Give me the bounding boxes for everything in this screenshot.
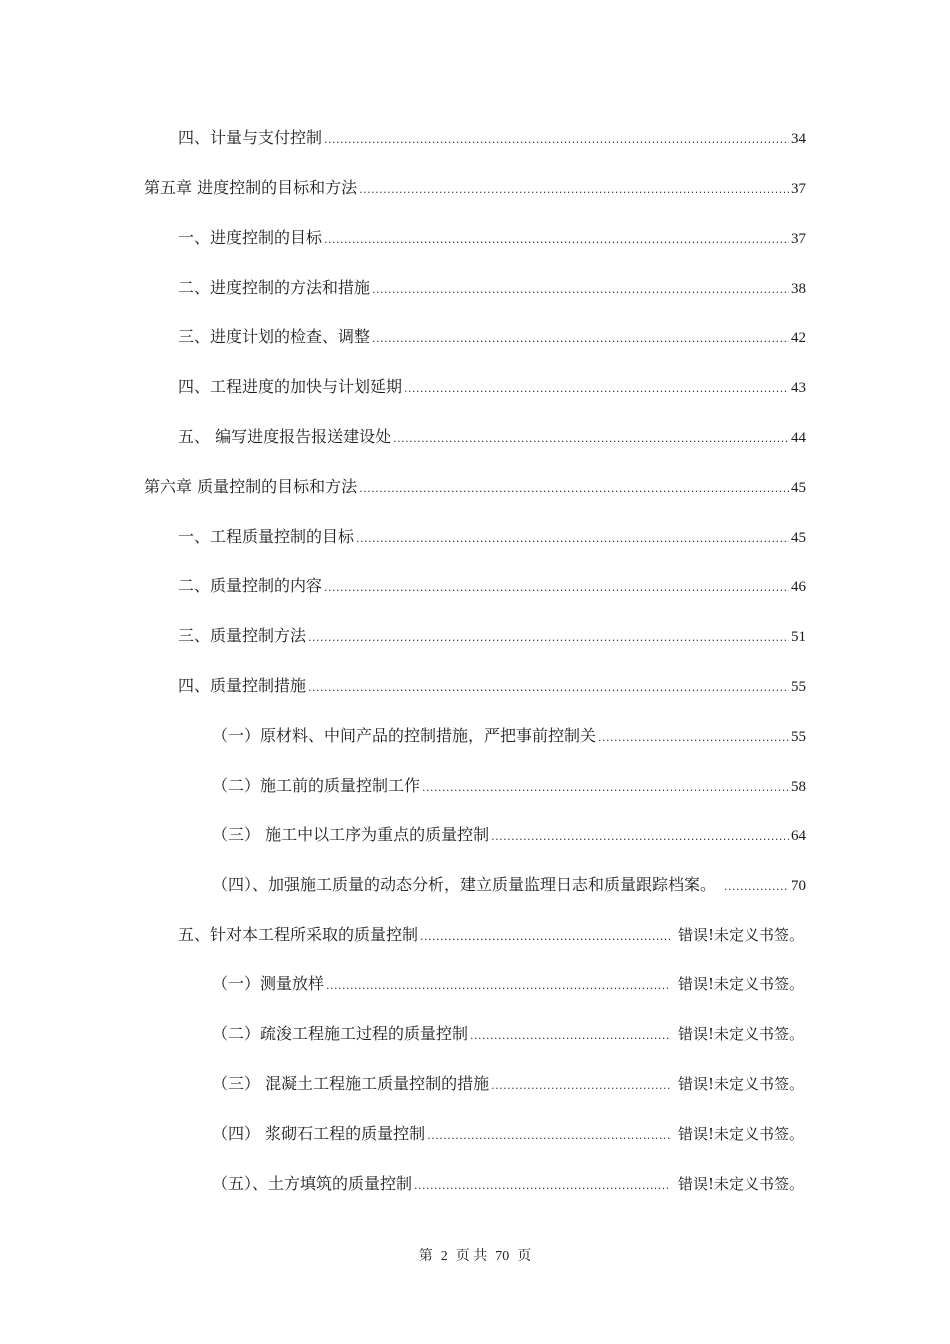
toc-leader — [359, 176, 789, 204]
toc-entry-label: （四）、加强施工质量的动态分析，建立质量监理日志和质量跟踪档案。 — [212, 875, 717, 894]
toc-entry[interactable] — [144, 174, 806, 202]
toc-entry-label: 一、进度控制的目标 — [178, 228, 323, 247]
footer-prefix: 第 — [418, 1249, 433, 1264]
toc-leader — [326, 972, 670, 1000]
toc-entry[interactable] — [212, 1070, 804, 1098]
toc-page-number: 37 — [791, 181, 806, 197]
toc-leader — [427, 1122, 670, 1150]
toc-entry-label: （四） 浆砌石工程的质量控制 — [212, 1124, 426, 1143]
toc-leader — [491, 823, 789, 851]
toc-entry-label: 第五章 进度控制的目标和方法 — [144, 178, 358, 197]
toc-entry-label: 四、计量与支付控制 — [178, 128, 323, 147]
toc-entry[interactable] — [178, 373, 806, 401]
toc-leader — [324, 126, 789, 154]
toc-entry[interactable] — [212, 1020, 804, 1048]
footer-suffix: 页 — [517, 1249, 532, 1264]
toc-entry[interactable] — [212, 772, 806, 800]
toc-entry-label: 四、质量控制措施 — [178, 676, 307, 695]
toc-entry[interactable] — [212, 1120, 804, 1148]
toc-entry-label: 二、质量控制的内容 — [178, 576, 323, 595]
toc-entry-label: （五）、土方填筑的质量控制 — [212, 1174, 413, 1193]
toc-leader — [372, 325, 789, 353]
toc-page-number: 44 — [791, 430, 806, 446]
toc-page-error: 错误!未定义书签。 — [677, 1075, 804, 1093]
toc-leader — [356, 525, 789, 553]
toc-entry-label: 四、工程进度的加快与计划延期 — [178, 377, 403, 396]
toc-entry[interactable] — [178, 622, 806, 650]
toc-page-number: 43 — [791, 380, 806, 396]
toc-page-number: 46 — [791, 579, 806, 595]
toc-entry[interactable] — [178, 572, 806, 600]
toc-leader — [420, 923, 670, 951]
footer-current-page: 2 — [440, 1249, 448, 1264]
toc-entry-label: （三） 施工中以工序为重点的质量控制 — [212, 825, 490, 844]
toc-entry[interactable] — [212, 871, 806, 899]
toc-entry[interactable] — [178, 672, 806, 700]
toc-leader — [414, 1172, 670, 1200]
toc-leader — [372, 276, 789, 304]
toc-page-number: 38 — [791, 281, 806, 297]
toc-page-number: 51 — [791, 629, 806, 645]
toc-entry[interactable] — [178, 523, 806, 551]
toc-entry-label: （一）测量放样 — [212, 974, 325, 993]
toc-entry-label: 五、针对本工程所采取的质量控制 — [178, 925, 419, 944]
toc-leader — [359, 475, 789, 503]
toc-entry[interactable] — [212, 970, 804, 998]
toc-entry-label: 三、质量控制方法 — [178, 626, 307, 645]
toc-page-error: 错误!未定义书签。 — [677, 1175, 804, 1193]
page-footer — [0, 1245, 950, 1265]
toc-entry-label: （二）施工前的质量控制工作 — [212, 776, 421, 795]
toc-entry[interactable] — [178, 274, 806, 302]
toc-leader — [470, 1022, 670, 1050]
toc-entry-label: 五、 编写进度报告报送建设处 — [178, 427, 392, 446]
toc-page-number: 42 — [791, 330, 806, 346]
toc-leader — [598, 724, 789, 752]
toc-entry-label: 二、进度控制的方法和措施 — [178, 278, 371, 297]
toc-page-number: 45 — [791, 480, 806, 496]
toc-page-number: 64 — [791, 828, 806, 844]
toc-leader — [724, 873, 789, 901]
toc-page-number: 58 — [791, 779, 806, 795]
toc-entry[interactable] — [212, 1170, 804, 1198]
toc-page-error: 错误!未定义书签。 — [677, 975, 804, 993]
toc-page-error: 错误!未定义书签。 — [677, 926, 804, 944]
toc-entry[interactable] — [178, 423, 806, 451]
footer-mid: 页 共 — [455, 1249, 488, 1264]
toc-page-error: 错误!未定义书签。 — [677, 1025, 804, 1043]
toc-leader — [491, 1072, 670, 1100]
toc-leader — [324, 226, 789, 254]
toc-leader — [308, 674, 789, 702]
toc-page-number: 34 — [791, 131, 806, 147]
toc-entry-label: 三、进度计划的检查、调整 — [178, 327, 371, 346]
footer-total-pages: 70 — [495, 1249, 510, 1264]
toc-leader — [324, 574, 789, 602]
toc-page-number: 37 — [791, 231, 806, 247]
toc-entry-label: （一）原材料、中间产品的控制措施，严把事前控制关 — [212, 726, 597, 745]
toc-entry-label: （二）疏浚工程施工过程的质量控制 — [212, 1024, 469, 1043]
toc-entry[interactable] — [178, 921, 804, 949]
toc-entry-label: 第六章 质量控制的目标和方法 — [144, 477, 358, 496]
toc-leader — [404, 375, 789, 403]
toc-leader — [393, 425, 789, 453]
toc-page-number: 55 — [791, 679, 806, 695]
toc-entry-label: 一、工程质量控制的目标 — [178, 527, 355, 546]
toc-leader — [422, 774, 789, 802]
toc-page-number: 70 — [791, 878, 806, 894]
toc-page-error: 错误!未定义书签。 — [677, 1125, 804, 1143]
toc-entry[interactable] — [178, 323, 806, 351]
toc-entry[interactable] — [178, 124, 806, 152]
toc-entry-label: （三） 混凝土工程施工质量控制的措施 — [212, 1074, 490, 1093]
toc-entry[interactable] — [212, 821, 806, 849]
toc-page-number: 45 — [791, 530, 806, 546]
toc-page-number: 55 — [791, 729, 806, 745]
toc-entry[interactable] — [178, 224, 806, 252]
toc-entry[interactable] — [212, 722, 806, 750]
toc-entry[interactable] — [144, 473, 806, 501]
toc-leader — [308, 624, 789, 652]
